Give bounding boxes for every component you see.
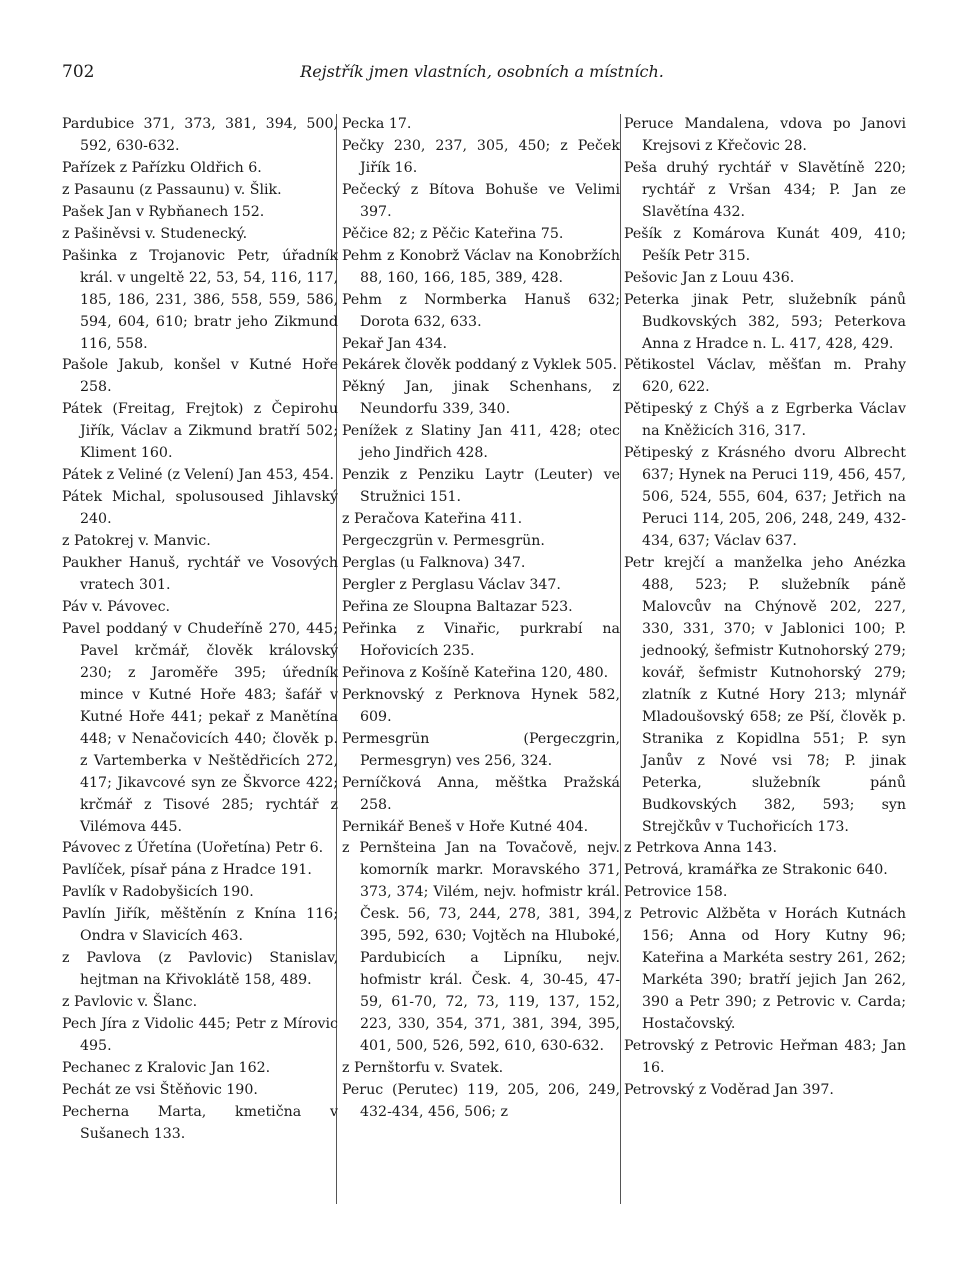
index-entry: Pavlíček, písař pána z Hradce 191. bbox=[62, 862, 312, 879]
index-entry: Pavlín Jiřík, měštěnín z Knína 116; Ondra v Slavicích 463. bbox=[62, 906, 338, 945]
index-entry: Pešovic Jan z Louu 436. bbox=[624, 269, 795, 286]
index-entry: Peřinova z Košíně Kateřina 120, 480. bbox=[342, 664, 609, 681]
page-header bbox=[62, 62, 902, 86]
index-entry: Pechát ze vsi Štěňovic 190. bbox=[62, 1081, 258, 1098]
index-entry: Permesgrün (Pergeczgrin, Permesgryn) ves 256, 324. bbox=[342, 730, 620, 769]
index-entry: z Pašiněvsi v. Studenecký. bbox=[62, 225, 248, 242]
index-entry: Pečecký z Bítova Bohuše ve Velimi 397. bbox=[342, 181, 620, 220]
column-divider bbox=[620, 114, 621, 1204]
index-entry: Peruce Mandalena, vdova po Janovi Krejsovi z Křečovic 28. bbox=[624, 116, 906, 154]
index-entry: Petrovice 158. bbox=[624, 884, 728, 901]
index-entry: Pašole Jakub, konšel v Kutné Hoře 258. bbox=[62, 357, 338, 396]
index-entry: Pěčice 82; z Pěčic Kateřina 75. bbox=[342, 225, 564, 242]
index-entry: Pergler z Perglasu Václav 347. bbox=[342, 577, 561, 594]
index-entry: Pašek Jan v Rybňanech 152. bbox=[62, 203, 265, 220]
index-entry: Pekárek člověk poddaný z Vyklek 505. bbox=[342, 357, 617, 374]
index-entry: Pašinka z Trojanovic Petr, úřadník král. v ungeltě 22, 53, 54, 116, 117, 185, 186, 231, 386, 558, 559, 586, 594, 604, 610; bratr jeho Zikmund 116, 558. bbox=[62, 247, 338, 352]
index-entry: z Petrkova Anna 143. bbox=[624, 840, 777, 857]
index-entry: Penížek z Slatiny Jan 411, 428; otec jeho Jindřich 428. bbox=[342, 423, 620, 462]
index-entry: Pátek (Freitag, Frejtok) z Čepirohu Jiřík, Václav a Zikmund bratří 502; Kliment 160. bbox=[62, 401, 338, 462]
index-entry: Paukher Hanuš, rychtář ve Vosových vratech 301. bbox=[62, 555, 338, 594]
index-entry: Pardubice 371, 373, 381, 394, 500, 592, 630-632. bbox=[62, 116, 338, 154]
index-entry: Pěkný Jan, jinak Schenhans, z Neundorfu 339, 340. bbox=[342, 379, 620, 418]
index-entry: Peterka jinak Petr, služebník pánů Budkovských 382, 593; Peterkova Anna z Hradce n. L. 417, 428, 429. bbox=[624, 291, 906, 352]
index-entry: z Peračova Kateřina 411. bbox=[342, 511, 523, 528]
index-entry: Perknovský z Perknova Hynek 582, 609. bbox=[342, 686, 620, 725]
index-entry: z Pavlova (z Pavlovic) Stanislav, hejtman na Křivoklátě 158, 489. bbox=[62, 950, 338, 989]
index-entry: z Pasaunu (z Passaunu) v. Šlik. bbox=[62, 181, 282, 198]
index-entry: Pařízek z Pařízku Oldřich 6. bbox=[62, 159, 262, 176]
index-column-1 bbox=[62, 114, 338, 1146]
index-entry: Perníčková Anna, měštka Pražská 258. bbox=[342, 774, 620, 813]
index-entry: z Patokrej v. Manvic. bbox=[62, 533, 211, 550]
index-entry: Pehm z Normberka Hanuš 632; Dorota 632, 633. bbox=[342, 291, 620, 330]
index-entry: z Petrovic Alžběta v Horách Kutnách 156; Anna od Hory Kutny 96; Kateřina a Markéta sestry 261, 262; Markéta 390; bratří jejich Jan 262, 390 a Petr 390; z Petrovic v. Carda; Hostačovský. bbox=[624, 906, 906, 1033]
index-entry: Pešík z Komárova Kunát 409, 410; Pešík Petr 315. bbox=[624, 225, 906, 264]
page-number: 702 bbox=[62, 62, 95, 82]
index-column-3 bbox=[624, 114, 906, 1102]
index-entry: Pecherna Marta, kmetična v Sušanech 133. bbox=[62, 1103, 338, 1142]
index-entry: Penzik z Penziku Laytr (Leuter) ve Stružnici 151. bbox=[342, 467, 620, 506]
index-column-2 bbox=[342, 114, 620, 1124]
index-entry: Pavlík v Radobyšicích 190. bbox=[62, 884, 254, 901]
index-entry: Peruc (Perutec) 119, 205, 206, 249, 432-434, 456, 506; z bbox=[342, 1081, 620, 1120]
index-entry: Petrová, kramářka ze Strakonic 640. bbox=[624, 862, 888, 879]
index-entry: Pátek z Veliné (z Velení) Jan 453, 454. bbox=[62, 467, 335, 484]
index-entry: Pětikostel Václav, měšťan m. Prahy 620, 622. bbox=[624, 357, 906, 396]
index-entry: Pečky 230, 237, 305, 450; z Peček Jiřík 16. bbox=[342, 137, 620, 176]
index-entry: Petr krejčí a manželka jeho Anézka 488, 523; P. služebník páně Malovcův na Chýnově 202, 227, 330, 331, 370; v Jablonici 100; P. jednooký, šefmistr Kutnohorský 279; kovář, šefmistr Kutnohorský 279; zlatník z Kutné Hory 213; mlynář Mladoušovský 658; ze Pší, člověk p. Stranika z Kopidlna 551; P. syn Janův z Nové vsi 78; P. jinak Peterka, služebník pánů Budkovských 382, 593; syn Strejčkův v Tuchořicích 173. bbox=[624, 555, 906, 835]
index-entry: Petrovský z Voděrad Jan 397. bbox=[624, 1081, 834, 1098]
index-entry: Pergeczgrün v. Permesgrün. bbox=[342, 533, 545, 550]
index-entry: Pech Jíra z Vidolic 445; Petr z Mírovic 495. bbox=[62, 1016, 338, 1055]
index-entry: Pekař Jan 434. bbox=[342, 335, 448, 352]
index-entry: Pehm z Konobrž Václav na Konobržích 88, 160, 166, 185, 389, 428. bbox=[342, 247, 620, 286]
index-entry: Pernikář Beneš v Hoře Kutné 404. bbox=[342, 818, 589, 835]
index-entry: Pětipeský z Krásného dvoru Albrecht 637; Hynek na Peruci 119, 456, 457, 506, 524, 555, 604, 637; Jetřich na Peruci 114, 205, 206, 248, 249, 432-434, 637; Václav 637. bbox=[624, 445, 906, 550]
index-entry: Pechanec z Kralovic Jan 162. bbox=[62, 1059, 271, 1076]
index-entry: Páv v. Pávovec. bbox=[62, 598, 171, 615]
index-entry: Petrovský z Petrovic Heřman 483; Jan 16. bbox=[624, 1038, 906, 1076]
index-entry: z Pernštorfu v. Svatek. bbox=[342, 1059, 504, 1076]
index-entry: z Pavlovic v. Šlanc. bbox=[62, 994, 198, 1011]
index-entry: Peša druhý rychtář v Slavětíně 220; rychtář z Vršan 434; P. Jan ze Slavětína 432. bbox=[624, 159, 906, 220]
running-title: Rejstřík jmen vlastních, osobních a místních. bbox=[300, 62, 664, 81]
index-entry: Pávovec z Úřetína (Uořetína) Petr 6. bbox=[62, 840, 324, 857]
index-entry: Pecka 17. bbox=[342, 116, 412, 132]
index-entry: Pavel poddaný v Chudeříně 270, 445; Pavel krčmář, člověk královský 230; z Jaroměře 395; úředník mince v Kutné Hoře 483; šafář v Kutné Hoře 441; pekař z Manětína 448; v Nenačovicích 440; člověk p. z Vartemberka v Neštědřicích 272, 417; Jikavcové syn ze Škvorce 422; krčmář z Tisové 285; rychtář z Vilémova 445. bbox=[62, 620, 338, 835]
index-entry: Perglas (u Falknova) 347. bbox=[342, 555, 526, 572]
index-entry: z Pernšteina Jan na Tovačově, nejv. komorník markr. Moravského 371, 373, 374; Vilém, nejv. hofmistr král. Česk. 56, 73, 244, 278, 381, 394, 395, 592, 630; Vojtěch na Hluboké, Pardubicích a Lipníku, nejv. hofmistr král. Česk. 4, 30-45, 47-59, 61-70, 72, 73, 119, 137, 152, 223, 330, 354, 371, 381, 394, 395, 401, 500, 526, 592, 610, 630-632. bbox=[342, 840, 620, 1055]
index-entry: Pětipeský z Chýš a z Egrberka Václav na Kněžicích 316, 317. bbox=[624, 401, 906, 440]
index-entry: Peřina ze Sloupna Baltazar 523. bbox=[342, 598, 573, 615]
index-entry: Pátek Michal, spolusoused Jihlavský 240. bbox=[62, 489, 338, 528]
index-entry: Peřinka z Vinařic, purkrabí na Hořovicích 235. bbox=[342, 620, 620, 659]
